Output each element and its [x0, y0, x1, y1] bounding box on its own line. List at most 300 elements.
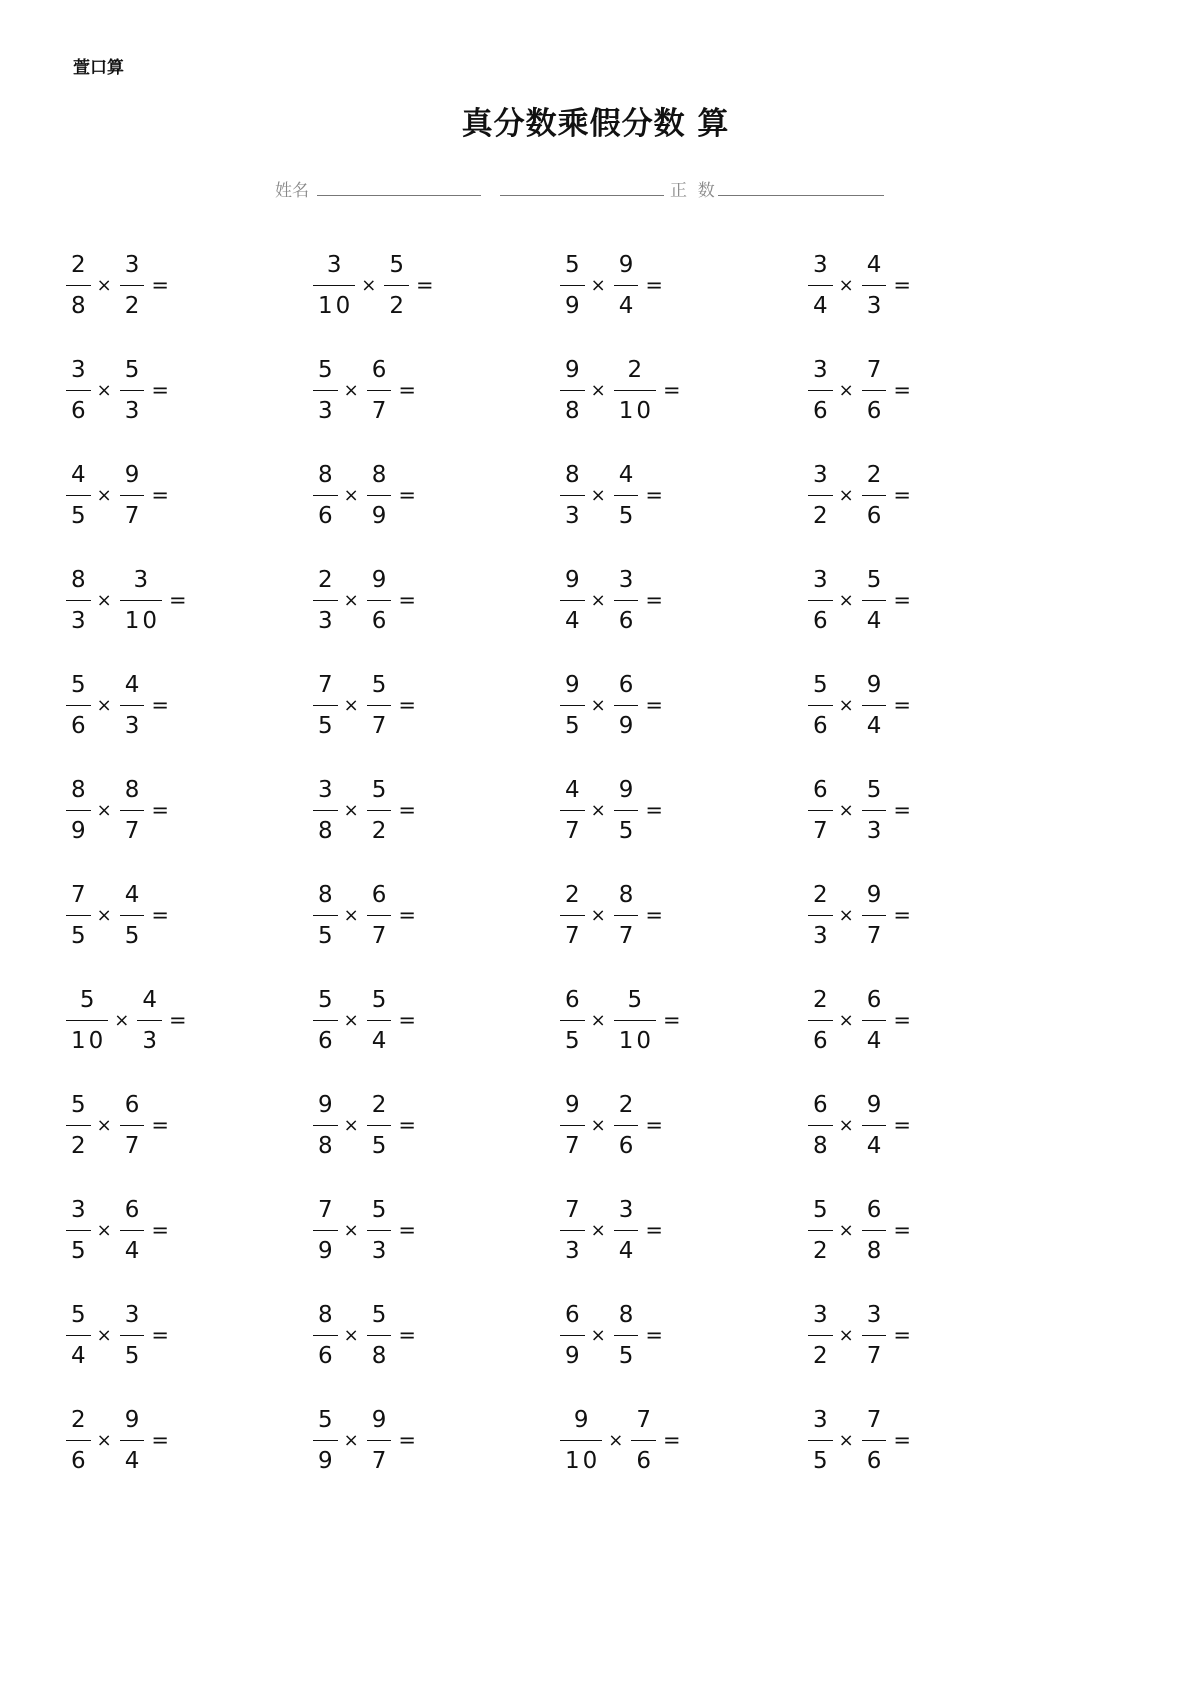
numerator: 5: [318, 1406, 336, 1433]
first-fraction: [560, 566, 585, 635]
times-sign: ×: [590, 904, 606, 926]
denominator: 2: [371, 817, 390, 844]
fraction-bar: [367, 390, 392, 391]
fraction-bar: [367, 1440, 392, 1441]
second-fraction: [367, 1091, 392, 1160]
fraction-bar: [313, 495, 338, 496]
fraction-bar: [808, 1335, 833, 1336]
first-fraction: [808, 251, 833, 320]
math-problem: [808, 875, 911, 955]
second-fraction: [862, 356, 887, 425]
times-sign: ×: [96, 274, 112, 296]
fraction-bar: [614, 600, 639, 601]
numerator: 3: [618, 566, 637, 593]
denominator: 7: [124, 1132, 143, 1159]
denominator: 4: [565, 607, 583, 634]
denominator: 5: [318, 712, 336, 739]
numerator: 8: [371, 461, 390, 488]
equals-sign: =: [151, 1113, 169, 1137]
second-fraction: [137, 986, 162, 1055]
equals-sign: =: [398, 1008, 416, 1032]
times-sign: ×: [96, 589, 112, 611]
fraction-bar: [808, 705, 833, 706]
fraction-bar: [560, 495, 585, 496]
times-sign: ×: [361, 274, 377, 296]
times-sign: ×: [838, 1219, 854, 1241]
first-fraction: [808, 1406, 833, 1475]
fraction-bar: [614, 810, 639, 811]
equals-sign: =: [151, 273, 169, 297]
fraction-bar: [560, 1440, 602, 1441]
fraction-bar: [120, 1335, 145, 1336]
first-fraction: [66, 776, 91, 845]
fraction-bar: [560, 600, 585, 601]
denominator: 2: [813, 1342, 831, 1369]
times-sign: ×: [96, 1219, 112, 1241]
numerator: 5: [389, 251, 408, 278]
times-sign: ×: [838, 904, 854, 926]
math-problem: [313, 980, 416, 1060]
first-fraction: [808, 461, 833, 530]
fraction-bar: [66, 495, 91, 496]
denominator: 8: [866, 1237, 885, 1264]
denominator: 4: [866, 712, 885, 739]
numerator: 6: [866, 986, 885, 1013]
denominator: 5: [618, 817, 637, 844]
equals-sign: =: [398, 1323, 416, 1347]
numerator: 3: [318, 776, 336, 803]
times-sign: ×: [838, 1324, 854, 1346]
fraction-bar: [614, 915, 639, 916]
fraction-bar: [862, 390, 887, 391]
equals-sign: =: [398, 693, 416, 717]
times-sign: ×: [96, 1114, 112, 1136]
times-sign: ×: [590, 1114, 606, 1136]
numerator: 7: [318, 671, 336, 698]
equals-sign: =: [151, 1428, 169, 1452]
fraction-bar: [313, 705, 338, 706]
fraction-bar: [367, 915, 392, 916]
math-problem: [66, 980, 187, 1060]
numerator: 9: [565, 1091, 583, 1118]
first-fraction: [66, 356, 91, 425]
math-problem: [66, 245, 169, 325]
fraction-bar: [313, 390, 338, 391]
fraction-bar: [120, 285, 145, 286]
math-problem: [313, 1190, 416, 1270]
math-problem: [808, 245, 911, 325]
math-problem: [560, 665, 663, 745]
second-fraction: [384, 251, 409, 320]
equals-sign: =: [663, 1008, 681, 1032]
second-fraction: [367, 1196, 392, 1265]
equals-sign: =: [893, 273, 911, 297]
math-problem: [808, 665, 911, 745]
equals-sign: =: [645, 1218, 663, 1242]
denominator: 8: [371, 1342, 390, 1369]
denominator: 6: [636, 1447, 655, 1474]
second-fraction: [862, 461, 887, 530]
math-problem: [560, 1400, 681, 1480]
numerator: 2: [627, 356, 646, 383]
second-fraction: [862, 566, 887, 635]
denominator: 2: [813, 1237, 831, 1264]
equals-sign: =: [893, 798, 911, 822]
denominator: 2: [389, 292, 408, 319]
first-fraction: [560, 881, 585, 950]
second-fraction: [862, 671, 887, 740]
denominator: 9: [371, 502, 390, 529]
denominator: 5: [565, 1027, 583, 1054]
fraction-bar: [367, 495, 392, 496]
times-sign: ×: [343, 1114, 359, 1136]
times-sign: ×: [343, 694, 359, 716]
denominator: 6: [813, 397, 831, 424]
fraction-bar: [560, 285, 585, 286]
fraction-bar: [560, 1335, 585, 1336]
equals-sign: =: [151, 903, 169, 927]
numerator: 5: [79, 986, 98, 1013]
times-sign: ×: [96, 1429, 112, 1451]
denominator: 6: [618, 1132, 637, 1159]
second-fraction: [614, 671, 639, 740]
numerator: 8: [618, 881, 637, 908]
math-problem: [808, 350, 911, 430]
denominator: 7: [371, 712, 390, 739]
fraction-bar: [367, 1020, 392, 1021]
denominator: 6: [813, 712, 831, 739]
times-sign: ×: [590, 1009, 606, 1031]
fraction-bar: [808, 285, 833, 286]
fraction-bar: [367, 705, 392, 706]
second-fraction: [120, 1091, 145, 1160]
denominator: 6: [618, 607, 637, 634]
numerator: 9: [371, 566, 390, 593]
second-fraction: [614, 1091, 639, 1160]
math-problem: [560, 1190, 663, 1270]
fraction-bar: [614, 1230, 639, 1231]
fraction-bar: [560, 1020, 585, 1021]
denominator: 7: [866, 922, 885, 949]
first-fraction: [66, 671, 91, 740]
denominator: 8: [565, 397, 583, 424]
numerator: 9: [318, 1091, 336, 1118]
first-fraction: [313, 1091, 338, 1160]
numerator: 3: [813, 1301, 831, 1328]
second-fraction: [367, 461, 392, 530]
numerator: 5: [71, 1301, 89, 1328]
fraction-bar: [560, 705, 585, 706]
math-problem: [313, 665, 416, 745]
math-problem: [808, 455, 911, 535]
equals-sign: =: [151, 693, 169, 717]
fraction-bar: [367, 1335, 392, 1336]
numerator: 6: [866, 1196, 885, 1223]
numerator: 8: [618, 1301, 637, 1328]
equals-sign: =: [663, 1428, 681, 1452]
first-fraction: [313, 776, 338, 845]
denominator: 3: [318, 607, 336, 634]
denominator: 6: [813, 607, 831, 634]
denominator: 4: [371, 1027, 390, 1054]
worksheet-label: 萱口算: [73, 58, 124, 78]
numerator: 3: [618, 1196, 637, 1223]
denominator: 3: [124, 712, 143, 739]
second-fraction: [120, 1406, 145, 1475]
denominator: 6: [866, 502, 885, 529]
denominator: 6: [71, 1447, 89, 1474]
numerator: 7: [71, 881, 89, 908]
first-fraction: [313, 881, 338, 950]
math-problem: [313, 875, 416, 955]
denominator: 5: [618, 502, 637, 529]
second-fraction: [862, 1301, 887, 1370]
fraction-bar: [120, 1440, 145, 1441]
times-sign: ×: [590, 799, 606, 821]
fraction-bar: [120, 915, 145, 916]
numerator: 4: [618, 461, 637, 488]
math-problem: [808, 560, 911, 640]
denominator: 10: [618, 397, 655, 424]
numerator: 4: [124, 881, 143, 908]
equals-sign: =: [398, 378, 416, 402]
numerator: 6: [565, 1301, 583, 1328]
numerator: 7: [318, 1196, 336, 1223]
equals-sign: =: [645, 1323, 663, 1347]
denominator: 7: [371, 397, 390, 424]
denominator: 7: [124, 502, 143, 529]
math-problem: [66, 455, 169, 535]
numerator: 6: [813, 776, 831, 803]
fraction-bar: [560, 810, 585, 811]
denominator: 2: [71, 1132, 89, 1159]
first-fraction: [313, 986, 338, 1055]
numerator: 9: [866, 881, 885, 908]
times-sign: ×: [343, 1219, 359, 1241]
numerator: 5: [813, 671, 831, 698]
numerator: 9: [618, 251, 637, 278]
fraction-bar: [862, 1335, 887, 1336]
equals-sign: =: [893, 1113, 911, 1137]
fraction-bar: [808, 1440, 833, 1441]
math-problem: [66, 1400, 169, 1480]
numerator: 3: [71, 1196, 89, 1223]
equals-sign: =: [398, 1113, 416, 1137]
math-problem: [560, 560, 663, 640]
second-fraction: [631, 1406, 656, 1475]
numerator: 4: [142, 986, 161, 1013]
fraction-bar: [862, 1125, 887, 1126]
fraction-bar: [120, 1230, 145, 1231]
numerator: 5: [371, 1301, 390, 1328]
equals-sign: =: [151, 1323, 169, 1347]
equals-sign: =: [398, 588, 416, 612]
fraction-bar: [384, 285, 409, 286]
denominator: 3: [318, 397, 336, 424]
math-problem: [560, 980, 681, 1060]
times-sign: ×: [96, 484, 112, 506]
numerator: 5: [318, 986, 336, 1013]
numerator: 5: [71, 1091, 89, 1118]
second-fraction: [367, 356, 392, 425]
fraction-bar: [313, 285, 355, 286]
fraction-bar: [120, 495, 145, 496]
denominator: 2: [124, 292, 143, 319]
second-fraction: [120, 251, 145, 320]
numerator: 3: [813, 461, 831, 488]
first-fraction: [560, 1406, 602, 1475]
fraction-bar: [66, 285, 91, 286]
denominator: 7: [866, 1342, 885, 1369]
second-fraction: [120, 356, 145, 425]
times-sign: ×: [838, 1114, 854, 1136]
denominator: 10: [71, 1027, 107, 1054]
denominator: 3: [124, 397, 143, 424]
fraction-bar: [808, 495, 833, 496]
first-fraction: [66, 1301, 91, 1370]
numerator: 3: [326, 251, 345, 278]
math-problem: [66, 1295, 169, 1375]
equals-sign: =: [893, 693, 911, 717]
math-problem: [560, 455, 663, 535]
math-problem: [808, 980, 911, 1060]
numerator: 3: [813, 356, 831, 383]
numerator: 2: [618, 1091, 637, 1118]
equals-sign: =: [893, 1218, 911, 1242]
first-fraction: [560, 671, 585, 740]
math-problem: [66, 1190, 169, 1270]
second-fraction: [367, 776, 392, 845]
numerator: 2: [371, 1091, 390, 1118]
second-fraction: [862, 1196, 887, 1265]
numerator: 2: [813, 986, 831, 1013]
numerator: 6: [371, 881, 390, 908]
second-fraction: [367, 671, 392, 740]
fraction-bar: [614, 1335, 639, 1336]
numerator: 8: [124, 776, 143, 803]
first-fraction: [313, 1406, 338, 1475]
denominator: 4: [124, 1237, 143, 1264]
equals-sign: =: [398, 1428, 416, 1452]
math-problem: [313, 770, 416, 850]
denominator: 5: [71, 1237, 89, 1264]
fraction-bar: [614, 285, 639, 286]
numerator: 6: [124, 1091, 143, 1118]
fraction-bar: [560, 390, 585, 391]
denominator: 6: [318, 1342, 336, 1369]
denominator: 8: [813, 1132, 831, 1159]
times-sign: ×: [96, 904, 112, 926]
denominator: 3: [565, 502, 583, 529]
second-fraction: [614, 356, 656, 425]
equals-sign: =: [398, 903, 416, 927]
second-fraction: [614, 1196, 639, 1265]
fraction-bar: [367, 810, 392, 811]
numerator: 9: [573, 1406, 592, 1433]
second-fraction: [614, 566, 639, 635]
numerator: 5: [71, 671, 89, 698]
numerator: 3: [71, 356, 89, 383]
math-problem: [560, 350, 681, 430]
equals-sign: =: [645, 798, 663, 822]
numerator: 3: [813, 1406, 831, 1433]
fraction-bar: [862, 1440, 887, 1441]
numerator: 5: [627, 986, 646, 1013]
denominator: 6: [71, 712, 89, 739]
fraction-bar: [560, 1230, 585, 1231]
numerator: 5: [371, 671, 390, 698]
numerator: 6: [124, 1196, 143, 1223]
times-sign: ×: [96, 694, 112, 716]
first-fraction: [313, 566, 338, 635]
denominator: 9: [565, 1342, 583, 1369]
denominator: 5: [618, 1342, 637, 1369]
fraction-bar: [614, 705, 639, 706]
fraction-bar: [66, 1335, 91, 1336]
first-fraction: [808, 881, 833, 950]
math-problem: [313, 1295, 416, 1375]
numerator: 4: [71, 461, 89, 488]
math-problem: [313, 1400, 416, 1480]
denominator: 5: [813, 1447, 831, 1474]
numerator: 6: [565, 986, 583, 1013]
second-fraction: [862, 1406, 887, 1475]
denominator: 3: [866, 292, 885, 319]
math-problem: [808, 770, 911, 850]
equals-sign: =: [893, 588, 911, 612]
math-problem: [560, 1295, 663, 1375]
fraction-bar: [120, 1125, 145, 1126]
fraction-bar: [808, 1020, 833, 1021]
first-fraction: [560, 461, 585, 530]
second-fraction: [614, 1301, 639, 1370]
first-fraction: [313, 1301, 338, 1370]
numerator: 8: [318, 461, 336, 488]
first-fraction: [66, 566, 91, 635]
fraction-bar: [313, 1440, 338, 1441]
fraction-bar: [560, 1125, 585, 1126]
second-fraction: [120, 1301, 145, 1370]
numerator: 9: [565, 566, 583, 593]
denominator: 5: [124, 1342, 143, 1369]
math-problem: [808, 1190, 911, 1270]
first-fraction: [66, 251, 91, 320]
second-fraction: [862, 881, 887, 950]
fraction-bar: [862, 495, 887, 496]
denominator: 6: [318, 502, 336, 529]
times-sign: ×: [114, 1009, 130, 1031]
denominator: 7: [124, 817, 143, 844]
math-problem: [66, 560, 187, 640]
name-label: 姓名: [275, 181, 309, 201]
numerator: 5: [124, 356, 143, 383]
numerator: 4: [124, 671, 143, 698]
denominator: 6: [813, 1027, 831, 1054]
equals-sign: =: [398, 1218, 416, 1242]
fraction-bar: [808, 1125, 833, 1126]
times-sign: ×: [590, 484, 606, 506]
numerator: 2: [565, 881, 583, 908]
fraction-bar: [66, 1125, 91, 1126]
equals-sign: =: [645, 483, 663, 507]
second-fraction: [367, 1301, 392, 1370]
equals-sign: =: [645, 693, 663, 717]
fraction-bar: [862, 600, 887, 601]
numerator: 9: [124, 461, 143, 488]
denominator: 4: [71, 1342, 89, 1369]
denominator: 6: [71, 397, 89, 424]
numerator: 2: [71, 251, 89, 278]
